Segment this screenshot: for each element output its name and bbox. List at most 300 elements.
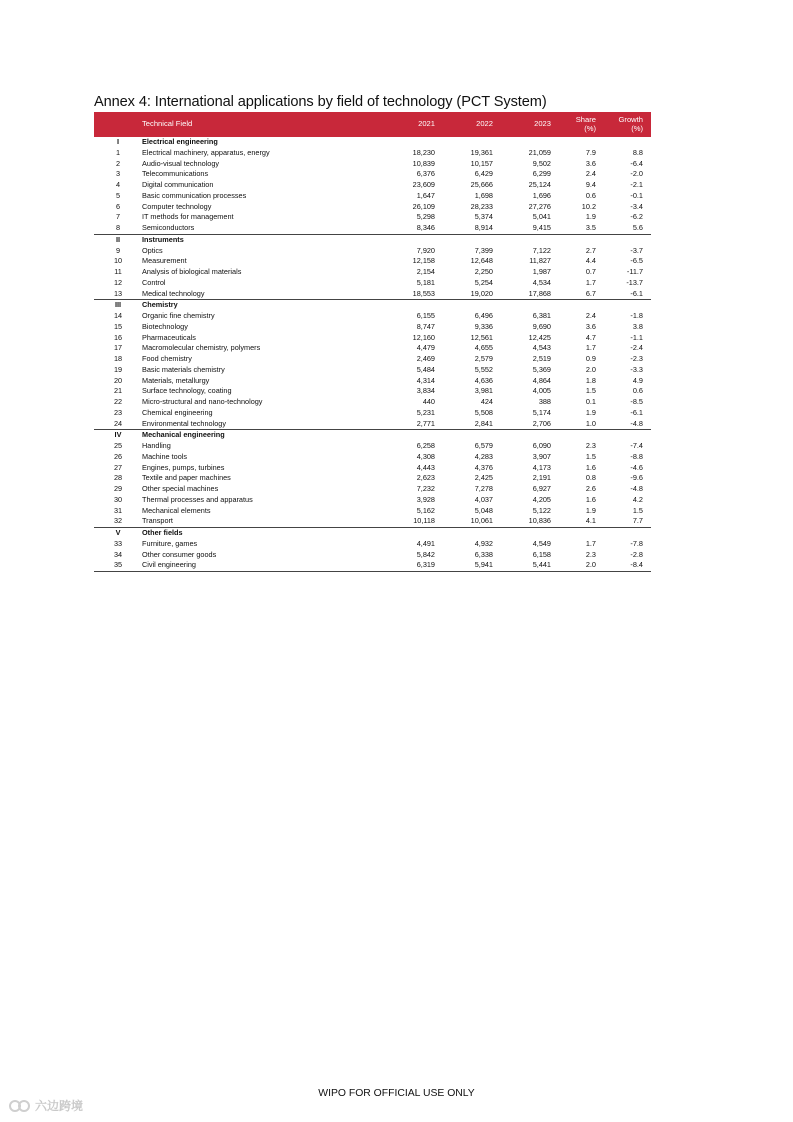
row-value-growth: -3.7: [630, 245, 643, 255]
row-technical-field: Engines, pumps, turbines: [142, 462, 225, 472]
table-row: [94, 560, 651, 571]
row-value-y2022: 2,250: [474, 267, 493, 276]
row-value-y2022: 25,666: [470, 180, 493, 189]
section-empty-cell: [443, 300, 501, 311]
row-technical-field: Micro-structural and nano-technology: [142, 397, 263, 406]
header-growth-line1: Growth: [618, 115, 643, 124]
row-value-growth: 5.6: [632, 223, 643, 232]
row-technical-field: Thermal processes and apparatus: [142, 494, 253, 504]
row-value-y2021: 2,771: [416, 418, 435, 428]
row-value-y2021: 8,747: [416, 321, 435, 331]
section-row: [94, 430, 651, 441]
row-technical-field: Environmental technology: [142, 418, 226, 428]
row-value-y2022: 6,496: [474, 311, 493, 320]
table-row: [94, 191, 651, 202]
row-value-y2023: 6,299: [532, 169, 551, 179]
row-value-share: 2.6: [585, 484, 596, 493]
row-value-growth: -1.8: [630, 311, 643, 320]
table-row: [94, 278, 651, 289]
row-value-y2023: 27,276: [528, 201, 551, 211]
section-empty-cell: [559, 137, 604, 148]
row-value-y2021: 5,162: [416, 505, 435, 515]
row-value-share: 0.7: [585, 267, 596, 276]
row-technical-field: Control: [142, 277, 166, 287]
row-number: 23: [113, 407, 123, 417]
row-value-y2022: 10,061: [470, 516, 493, 526]
table-row: [94, 148, 651, 159]
section-name: Electrical engineering: [142, 137, 218, 146]
row-value-y2023: 5,369: [532, 364, 551, 374]
section-name: Other fields: [142, 528, 386, 539]
section-empty-cell: [443, 137, 501, 148]
row-number: 26: [113, 451, 123, 461]
row-value-growth: -1.1: [630, 332, 643, 342]
row-value-y2021: 18,230: [412, 147, 435, 157]
table-row: [94, 452, 651, 463]
section-empty-cell: [386, 137, 443, 148]
row-number: 27: [113, 462, 123, 472]
row-number: 32: [113, 516, 123, 526]
row-value-y2023: 6,158: [532, 549, 551, 559]
row-value-y2021: 5,842: [416, 549, 435, 559]
row-number: 31: [113, 505, 123, 515]
row-number: 3: [115, 169, 121, 179]
row-number: 17: [113, 343, 123, 353]
row-value-y2022: 1,698: [474, 190, 493, 200]
row-number: 2: [115, 158, 121, 168]
row-value-growth: -8.8: [630, 451, 643, 461]
row-value-share: 2.3: [585, 549, 596, 559]
row-value-share: 2.3: [585, 441, 596, 450]
row-number: 10: [113, 256, 123, 266]
row-number: 11: [114, 267, 122, 276]
row-value-y2023: 5,122: [532, 505, 551, 515]
table-body: [94, 137, 651, 572]
row-value-y2022: 19,361: [470, 147, 493, 157]
section-empty-cell: [443, 528, 501, 539]
row-value-y2021: 2,154: [416, 267, 435, 276]
section-empty-cell: [501, 300, 559, 311]
table-row: [94, 256, 651, 267]
row-value-share: 0.8: [585, 473, 596, 483]
row-technical-field: Computer technology: [142, 201, 212, 211]
table-row: [94, 169, 651, 180]
row-value-y2021: 5,298: [416, 212, 435, 222]
row-technical-field: Textile and paper machines: [142, 473, 231, 483]
table-row: [94, 343, 651, 354]
table-row: [94, 386, 651, 397]
table-row: [94, 539, 651, 550]
row-value-y2022: 7,278: [474, 484, 493, 493]
section-empty-cell: [559, 234, 604, 245]
row-technical-field: Measurement: [142, 256, 187, 266]
row-number: 34: [113, 549, 123, 559]
row-value-y2022: 4,037: [474, 494, 493, 504]
row-value-share: 1.6: [585, 462, 596, 472]
row-value-y2023: 11,827: [529, 256, 551, 266]
row-value-y2022: 5,508: [474, 407, 493, 417]
section-row: [94, 528, 651, 539]
row-value-y2022: 4,376: [474, 462, 493, 472]
row-value-y2021: 18,553: [412, 288, 435, 298]
row-value-share: 9.4: [585, 180, 596, 189]
row-technical-field: Other consumer goods: [142, 549, 217, 559]
table-row: [94, 322, 651, 333]
row-value-y2023: 6,927: [532, 484, 551, 493]
section-empty-cell: [604, 528, 651, 539]
row-value-y2023: 4,549: [532, 538, 551, 548]
row-value-growth: -7.8: [630, 538, 643, 548]
row-value-share: 2.4: [585, 169, 596, 179]
row-value-y2023: 25,124: [528, 180, 551, 189]
row-value-growth: -7.4: [630, 441, 643, 450]
row-value-y2023: 388: [538, 397, 551, 406]
row-value-share: 4.7: [585, 332, 596, 342]
row-technical-field: Biotechnology: [142, 321, 188, 331]
row-value-y2022: 12,648: [470, 256, 493, 266]
row-value-y2021: 6,258: [416, 441, 435, 450]
table-row: [94, 202, 651, 213]
row-technical-field: Pharmaceuticals: [142, 332, 196, 342]
row-value-y2021: 26,109: [412, 201, 435, 211]
row-number: 30: [113, 494, 123, 504]
section-name: Chemistry: [142, 300, 386, 311]
row-value-growth: -2.4: [630, 343, 643, 353]
row-value-y2023: 4,173: [532, 462, 551, 472]
row-number: 7: [115, 212, 121, 222]
row-value-y2021: 3,928: [416, 494, 435, 504]
row-value-y2021: 4,314: [416, 375, 435, 385]
section-row: [94, 137, 651, 148]
row-value-y2021: 2,623: [416, 473, 435, 483]
page-title: Annex 4: International applications by field of technology (PCT System): [94, 94, 547, 110]
section-empty-cell: [604, 137, 651, 148]
row-value-share: 0.9: [585, 354, 596, 363]
row-value-share: 1.7: [585, 277, 596, 287]
row-value-growth: -3.3: [630, 364, 643, 374]
row-value-y2022: 9,336: [474, 321, 493, 331]
row-technical-field: Transport: [142, 516, 173, 526]
section-roman-numeral: IV: [94, 430, 142, 441]
row-value-growth: -4.8: [630, 418, 643, 428]
table-row: [94, 365, 651, 376]
row-technical-field: Basic communication processes: [142, 190, 247, 200]
row-value-growth: -6.5: [630, 256, 643, 266]
row-value-share: 4.4: [585, 256, 596, 266]
row-value-share: 2.7: [585, 245, 596, 255]
row-value-y2021: 6,155: [416, 311, 435, 320]
row-number: 20: [113, 375, 123, 385]
row-technical-field: Chemical engineering: [142, 407, 213, 417]
row-number: 22: [113, 397, 123, 406]
row-value-y2022: 424: [480, 397, 493, 406]
table-row: [94, 495, 651, 506]
watermark-text: 六边跨境: [35, 1099, 84, 1113]
row-value-share: 1.9: [585, 212, 596, 222]
row-value-growth: -13.7: [626, 277, 643, 287]
row-technical-field: Semiconductors: [142, 223, 195, 232]
row-value-y2021: 6,319: [386, 560, 443, 571]
watermark-logo-icon: [8, 1099, 32, 1113]
row-value-growth: -2.1: [630, 180, 643, 189]
header-growth-line2: (%): [631, 123, 643, 133]
row-value-y2023: 1,987: [532, 267, 551, 276]
row-value-share: 6.7: [585, 288, 596, 298]
section-empty-cell: [604, 300, 651, 311]
row-technical-field: Medical technology: [142, 288, 205, 298]
row-value-share: 2.0: [559, 560, 604, 571]
row-value-y2023: 2,519: [532, 354, 551, 363]
row-value-share: 4.1: [585, 516, 596, 526]
row-value-growth: -2.0: [630, 169, 643, 179]
row-number: 35: [94, 560, 142, 571]
row-value-share: 1.9: [585, 407, 596, 417]
row-value-y2022: 2,425: [474, 473, 493, 483]
row-value-y2021: 4,308: [416, 451, 435, 461]
row-value-y2023: 6,381: [532, 311, 551, 320]
row-value-y2022: 5,941: [443, 560, 501, 571]
row-value-y2022: 4,283: [474, 451, 493, 461]
row-number: 9: [115, 245, 121, 255]
row-value-y2021: 12,160: [412, 332, 435, 342]
row-value-y2021: 4,479: [416, 343, 435, 353]
section-roman-numeral: III: [94, 300, 142, 311]
table-row: [94, 550, 651, 561]
row-number: 8: [115, 223, 121, 232]
row-value-share: 3.5: [585, 223, 596, 232]
row-value-y2022: 4,932: [474, 538, 493, 548]
row-value-y2021: 10,118: [413, 516, 435, 526]
row-value-y2022: 7,399: [474, 245, 493, 255]
row-value-y2023: 17,868: [528, 288, 551, 298]
row-value-y2021: 440: [422, 397, 435, 406]
row-value-y2023: 12,425: [528, 332, 551, 342]
table-row: [94, 516, 651, 527]
table-header-row: [94, 112, 651, 137]
row-value-y2022: 2,841: [474, 418, 493, 428]
row-technical-field: Surface technology, coating: [142, 386, 232, 396]
row-value-growth: -6.1: [630, 288, 643, 298]
row-value-share: 2.4: [585, 311, 596, 320]
row-technical-field: Civil engineering: [142, 560, 386, 571]
section-empty-cell: [559, 430, 604, 441]
row-value-y2021: 7,920: [416, 245, 435, 255]
row-value-growth: 0.6: [632, 386, 643, 396]
row-value-growth: 4.9: [632, 375, 643, 385]
table-row: [94, 506, 651, 517]
row-number: 16: [113, 332, 123, 342]
header-2021: 2021: [386, 112, 443, 137]
row-value-y2023: 10,836: [528, 516, 551, 526]
row-value-growth: 4.2: [632, 494, 643, 504]
row-value-growth: -4.8: [630, 484, 643, 493]
row-value-share: 1.6: [585, 494, 596, 504]
header-growth: [604, 112, 651, 137]
row-value-y2023: 3,907: [532, 451, 551, 461]
technology-table: [94, 112, 651, 572]
row-value-y2023: 4,534: [532, 277, 551, 287]
row-value-growth: 8.8: [632, 147, 643, 157]
row-value-y2022: 6,579: [474, 441, 493, 450]
section-row: [94, 234, 651, 245]
row-value-y2021: 4,443: [416, 462, 435, 472]
row-value-y2021: 2,469: [416, 354, 435, 363]
row-value-growth: -6.1: [630, 407, 643, 417]
section-empty-cell: [443, 430, 501, 441]
row-value-y2023: 4,205: [532, 494, 551, 504]
table-row: [94, 289, 651, 300]
row-value-growth: -6.2: [630, 212, 643, 222]
section-empty-cell: [501, 528, 559, 539]
section-empty-cell: [604, 234, 651, 245]
row-value-share: 1.8: [585, 375, 596, 385]
header-share-line1: Share: [575, 115, 596, 124]
row-value-y2022: 12,561: [470, 332, 493, 342]
row-value-y2021: 7,232: [416, 484, 435, 493]
row-value-y2021: 5,231: [416, 407, 435, 417]
section-roman-numeral: II: [94, 234, 142, 245]
table-row: [94, 354, 651, 365]
row-technical-field: IT methods for management: [142, 212, 234, 222]
row-number: 21: [113, 386, 123, 396]
table-row: [94, 159, 651, 170]
row-value-y2021: 4,491: [416, 538, 435, 548]
row-technical-field: Other special machines: [142, 484, 219, 493]
row-value-y2021: 5,484: [416, 364, 435, 374]
row-value-y2022: 4,636: [474, 375, 493, 385]
row-value-y2022: 4,655: [474, 343, 493, 353]
section-empty-cell: [386, 234, 443, 245]
row-number: 29: [113, 484, 123, 493]
row-technical-field: Organic fine chemistry: [142, 311, 215, 320]
row-number: 5: [115, 190, 121, 200]
row-value-y2023: 9,502: [532, 158, 551, 168]
row-technical-field: Handling: [142, 441, 171, 450]
table-row: [94, 223, 651, 234]
row-technical-field: Basic materials chemistry: [142, 364, 225, 374]
row-value-y2023: 21,059: [528, 147, 551, 157]
row-number: 14: [113, 311, 123, 320]
row-value-y2023: 9,415: [532, 223, 551, 232]
row-value-y2022: 5,374: [474, 212, 493, 222]
row-technical-field: Telecommunications: [142, 169, 209, 179]
header-2022: 2022: [443, 112, 501, 137]
section-name: Mechanical engineering: [142, 430, 386, 441]
row-value-share: 1.9: [585, 505, 596, 515]
row-value-share: 1.5: [585, 386, 596, 396]
row-value-y2021: 3,834: [416, 386, 435, 396]
row-value-y2023: 4,543: [532, 343, 551, 353]
row-value-y2021: 8,346: [416, 223, 435, 232]
section-empty-cell: [386, 430, 443, 441]
row-value-y2022: 5,048: [474, 505, 493, 515]
table-row: [94, 397, 651, 408]
row-value-growth: -2.8: [630, 549, 643, 559]
row-value-y2021: 23,609: [412, 180, 435, 189]
table-row: [94, 212, 651, 223]
row-technical-field: Analysis of biological materials: [142, 267, 242, 276]
row-value-share: 0.1: [585, 397, 596, 406]
row-number: 12: [113, 277, 123, 287]
row-value-y2022: 6,338: [474, 549, 493, 559]
row-value-share: 3.6: [585, 321, 596, 331]
row-value-growth: -0.1: [630, 190, 643, 200]
row-technical-field: Mechanical elements: [142, 505, 211, 515]
row-value-share: 1.0: [585, 418, 596, 428]
row-technical-field: Electrical machinery, apparatus, energy: [142, 147, 270, 157]
footer-classification: WIPO FOR OFFICIAL USE ONLY: [318, 1088, 475, 1099]
row-number: 6: [115, 201, 121, 211]
row-value-y2023: 1,696: [532, 190, 551, 200]
row-value-y2023: 4,864: [532, 375, 551, 385]
section-empty-cell: [559, 300, 604, 311]
row-value-growth: -9.6: [630, 473, 643, 483]
header-technical-field: Technical Field: [142, 112, 386, 137]
table-row: [94, 333, 651, 344]
row-value-y2022: 5,254: [474, 277, 493, 287]
section-empty-cell: [443, 234, 501, 245]
row-value-growth: 1.5: [632, 505, 643, 515]
row-number: 4: [115, 180, 121, 189]
section-empty-cell: [501, 430, 559, 441]
row-value-growth: -6.4: [630, 158, 643, 168]
section-empty-cell: [501, 234, 559, 245]
row-value-y2023: 2,191: [532, 473, 551, 483]
row-technical-field: Materials, metallurgy: [142, 375, 210, 385]
row-value-y2021: 12,158: [412, 256, 435, 266]
row-value-y2022: 19,020: [470, 288, 493, 298]
row-technical-field: Machine tools: [142, 451, 188, 461]
watermark: [8, 1097, 83, 1114]
row-technical-field: Food chemistry: [142, 354, 192, 363]
row-value-y2021: 5,181: [416, 277, 435, 287]
section-empty-cell: [604, 430, 651, 441]
row-value-y2022: 3,981: [474, 386, 493, 396]
table-row: [94, 376, 651, 387]
row-technical-field: Digital communication: [142, 180, 214, 189]
row-value-y2021: 10,839: [412, 158, 435, 168]
row-value-growth: 3.8: [632, 321, 643, 331]
row-technical-field: Optics: [142, 245, 163, 255]
section-name: Instruments: [142, 234, 386, 245]
row-value-share: 7.9: [585, 147, 596, 157]
row-number: 18: [113, 354, 123, 363]
section-empty-cell: [501, 137, 559, 148]
table-row: [94, 311, 651, 322]
row-value-y2022: 5,552: [474, 364, 493, 374]
row-value-growth: -2.3: [630, 354, 643, 363]
row-value-y2023: 5,174: [532, 407, 551, 417]
section-empty-cell: [386, 528, 443, 539]
row-value-share: 10.2: [581, 201, 596, 211]
row-value-share: 0.6: [585, 190, 596, 200]
table-row: [94, 180, 651, 191]
row-value-y2023: 5,041: [532, 212, 551, 222]
row-number: 19: [113, 364, 123, 374]
header-share-line2: (%): [584, 123, 596, 133]
table-row: [94, 267, 651, 278]
row-value-y2023: 5,441: [501, 560, 559, 571]
section-empty-cell: [559, 528, 604, 539]
row-value-growth: -8.5: [630, 397, 643, 406]
row-number: 13: [113, 288, 123, 298]
row-technical-field: Furniture, games: [142, 538, 198, 548]
row-value-y2022: 2,579: [474, 354, 493, 363]
row-value-y2022: 8,914: [474, 223, 493, 232]
row-value-y2022: 28,233: [470, 201, 493, 211]
row-technical-field: Macromolecular chemistry, polymers: [142, 343, 261, 353]
section-roman-numeral: I: [116, 137, 120, 146]
